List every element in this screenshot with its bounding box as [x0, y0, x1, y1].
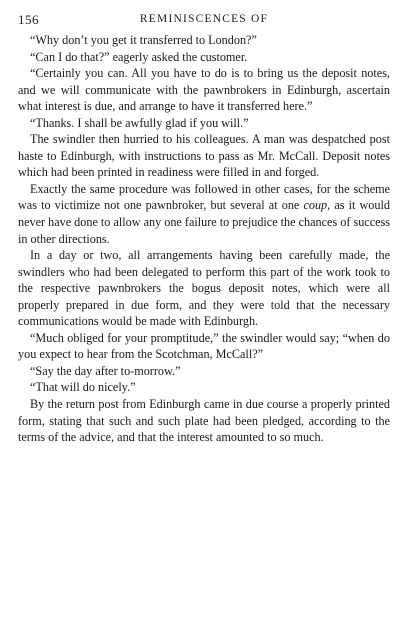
- paragraph: “That will do nicely.”: [30, 380, 136, 395]
- paragraph: “Thanks. I shall be awfully glad if you will.”: [30, 115, 249, 130]
- italic-word: coup: [303, 198, 328, 213]
- paragraph: “Why don’t you get it transferred to London?”: [30, 33, 257, 47]
- paragraph-text: , as it would never have done to allow any one failure to prejudice the chances of success in other directions.: [18, 198, 390, 246]
- paragraph: By the return post from Edinburgh came in due course a properly printed form, stating that such and such plate had been pledged, according to the terms of the advice, and that the interest amounted to so much.: [18, 397, 390, 445]
- paragraph: “Say the day after to-morrow.”: [30, 363, 181, 378]
- paragraph: “Can I do that?” eagerly asked the customer.: [30, 49, 248, 64]
- paragraph: The swindler then hurried to his colleagues. A man was despatched post haste to Edinburgh, with instructions to pass as Mr. McCall. Deposit notes which had been printed in readiness were filled in and forged.: [18, 132, 390, 180]
- paragraph: “Certainly you can. All you have to do is to bring us the deposit notes, and we will communicate with the pawnbrokers in Edinburgh, ascertain what interest is due, and arrange to have it transferred here.”: [18, 66, 390, 114]
- paragraph-text: Exactly the same procedure was followed in other cases, for the scheme was to victimize not one pawnbroker, but several at one: [18, 181, 390, 213]
- page-number: 156: [18, 12, 39, 27]
- paragraph: In a day or two, all arrangements having been carefully made, the swindlers who had been delegated to perform this part of the work took to the respective pawnbrokers the bogus deposit notes, which were all properly prepared in due form, and they were told that the necessary communications would be made with Edinburgh.: [18, 248, 390, 329]
- book-page: [18, 10, 390, 446]
- body-text: [18, 32, 390, 446]
- page-header: [18, 10, 390, 32]
- running-head: REMINISCENCES OF: [139, 13, 269, 25]
- paragraph: “Much obliged for your promptitude,” the swindler would say; “when do you expect to hear from the Scotchman, McCall?”: [18, 330, 390, 362]
- paragraph: [18, 181, 390, 247]
